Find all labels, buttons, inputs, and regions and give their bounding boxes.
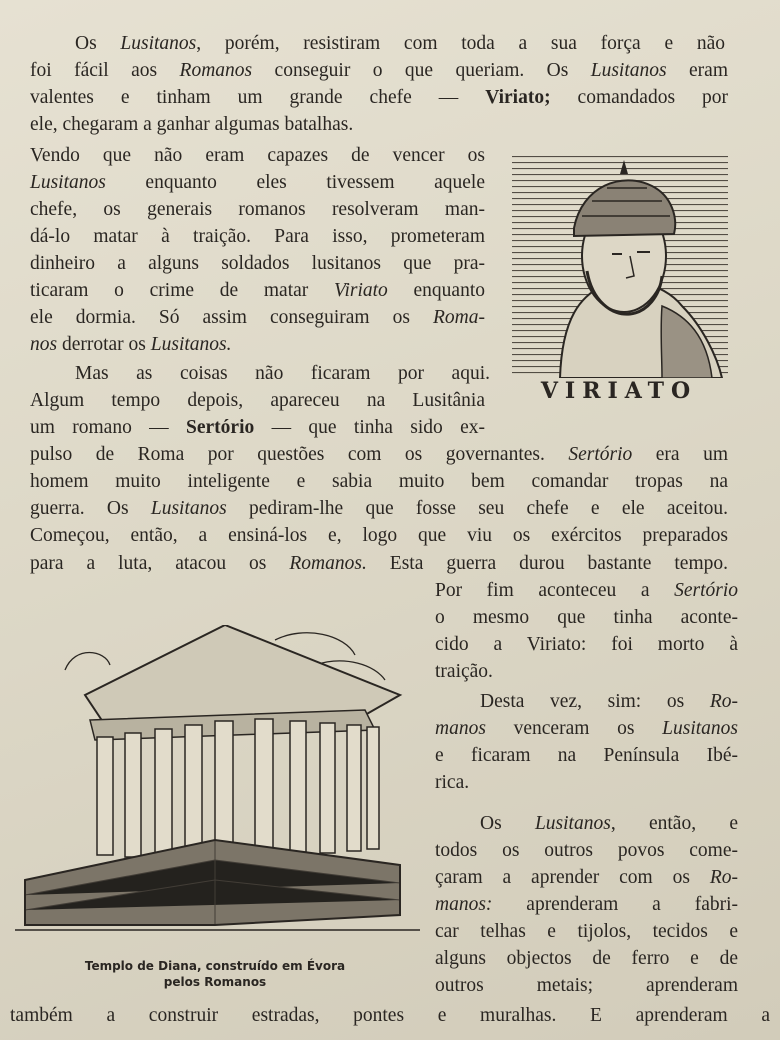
- temple-caption: [20, 958, 410, 990]
- p2-line-9: Por fim aconteceu a Sertório: [435, 580, 738, 601]
- p2-line-3: um romano — Sertório — que tinha sido ex-: [30, 417, 485, 438]
- p4-line-3: çaram a aprender com os Ro-: [435, 867, 738, 888]
- p1-line-5: Vendo que não eram capazes de vencer os: [30, 145, 485, 166]
- p2-line-11: cido a Viriato: foi morto à: [435, 634, 738, 655]
- p4-line-4: manos: aprenderam a fabri-: [435, 894, 738, 915]
- p1-line-10: ticaram o crime de matar Viriato enquanto: [30, 280, 485, 301]
- p1-line-11: ele dormia. Só assim conseguiram os Roma-: [30, 307, 485, 328]
- viriato-portrait: [512, 156, 728, 378]
- p2-line-6: guerra. Os Lusitanos pediram-lhe que fosse seu chefe e ele aceitou.: [30, 498, 729, 519]
- p4-line-8: também a construir estradas, pontes e muralhas. E aprenderam a: [10, 1005, 770, 1026]
- temple-illustration: [15, 625, 420, 940]
- p4-line-5: car telhas e tijolos, tecidos e: [435, 921, 738, 942]
- p2-line-5: homem muito inteligente e sabia muito bem comandar tropas na: [30, 471, 728, 492]
- p2-line-2: Algum tempo depois, apareceu na Lusitânia: [30, 390, 485, 411]
- p1-line-6: Lusitanos enquanto eles tivessem aquele: [30, 172, 485, 193]
- p1-line-12: nos derrotar os Lusitanos.: [30, 334, 232, 355]
- p4-line-6: alguns objectos de ferro e de: [435, 948, 738, 969]
- p2-line-7: Começou, então, a ensiná-los e, logo que viu os exércitos preparados: [30, 525, 728, 546]
- p1-line-4: ele, chegaram a ganhar algumas batalhas.: [30, 114, 354, 135]
- p1-line-2: foi fácil aos Romanos conseguir o que queriam. Os Lusitanos eram: [30, 60, 728, 81]
- p3-line-1: Desta vez, sim: os Ro-: [480, 691, 738, 712]
- p4-line-7: outros metais; aprenderam: [435, 975, 738, 996]
- temple-caption-line-2: pelos Romanos: [163, 975, 267, 989]
- viriato-label: VIRIATO: [540, 378, 698, 404]
- p1-line-3: valentes e tinham um grande chefe — Viriato; comandados por: [30, 87, 728, 108]
- p1-line-8: dá-lo matar à traição. Para isso, prometeram: [30, 226, 485, 247]
- p2-line-4: pulso de Roma por questões com os governantes. Sertório era um: [30, 444, 728, 465]
- p1-line-1: Os Lusitanos, porém, resistiram com toda a sua força e não: [75, 33, 725, 54]
- p2-line-12: traição.: [435, 661, 493, 682]
- p2-line-1: Mas as coisas não ficaram por aqui.: [75, 363, 490, 384]
- p3-line-4: rica.: [435, 772, 470, 793]
- p2-line-10: o mesmo que tinha aconte-: [435, 607, 738, 628]
- p3-line-3: e ficaram na Península Ibé-: [435, 745, 738, 766]
- p4-line-1: Os Lusitanos, então, e: [480, 813, 738, 834]
- p1-line-7: chefe, os generais romanos resolveram man-: [30, 199, 485, 220]
- p1-line-9: dinheiro a alguns soldados lusitanos que pra-: [30, 253, 485, 274]
- p2-line-8: para a luta, atacou os Romanos. Esta guerra durou bastante tempo.: [30, 553, 729, 574]
- p4-line-2: todos os outros povos come-: [435, 840, 738, 861]
- p3-line-2: manos venceram os Lusitanos: [435, 718, 738, 739]
- temple-caption-line-1: Templo de Diana, construído em Évora: [84, 959, 346, 973]
